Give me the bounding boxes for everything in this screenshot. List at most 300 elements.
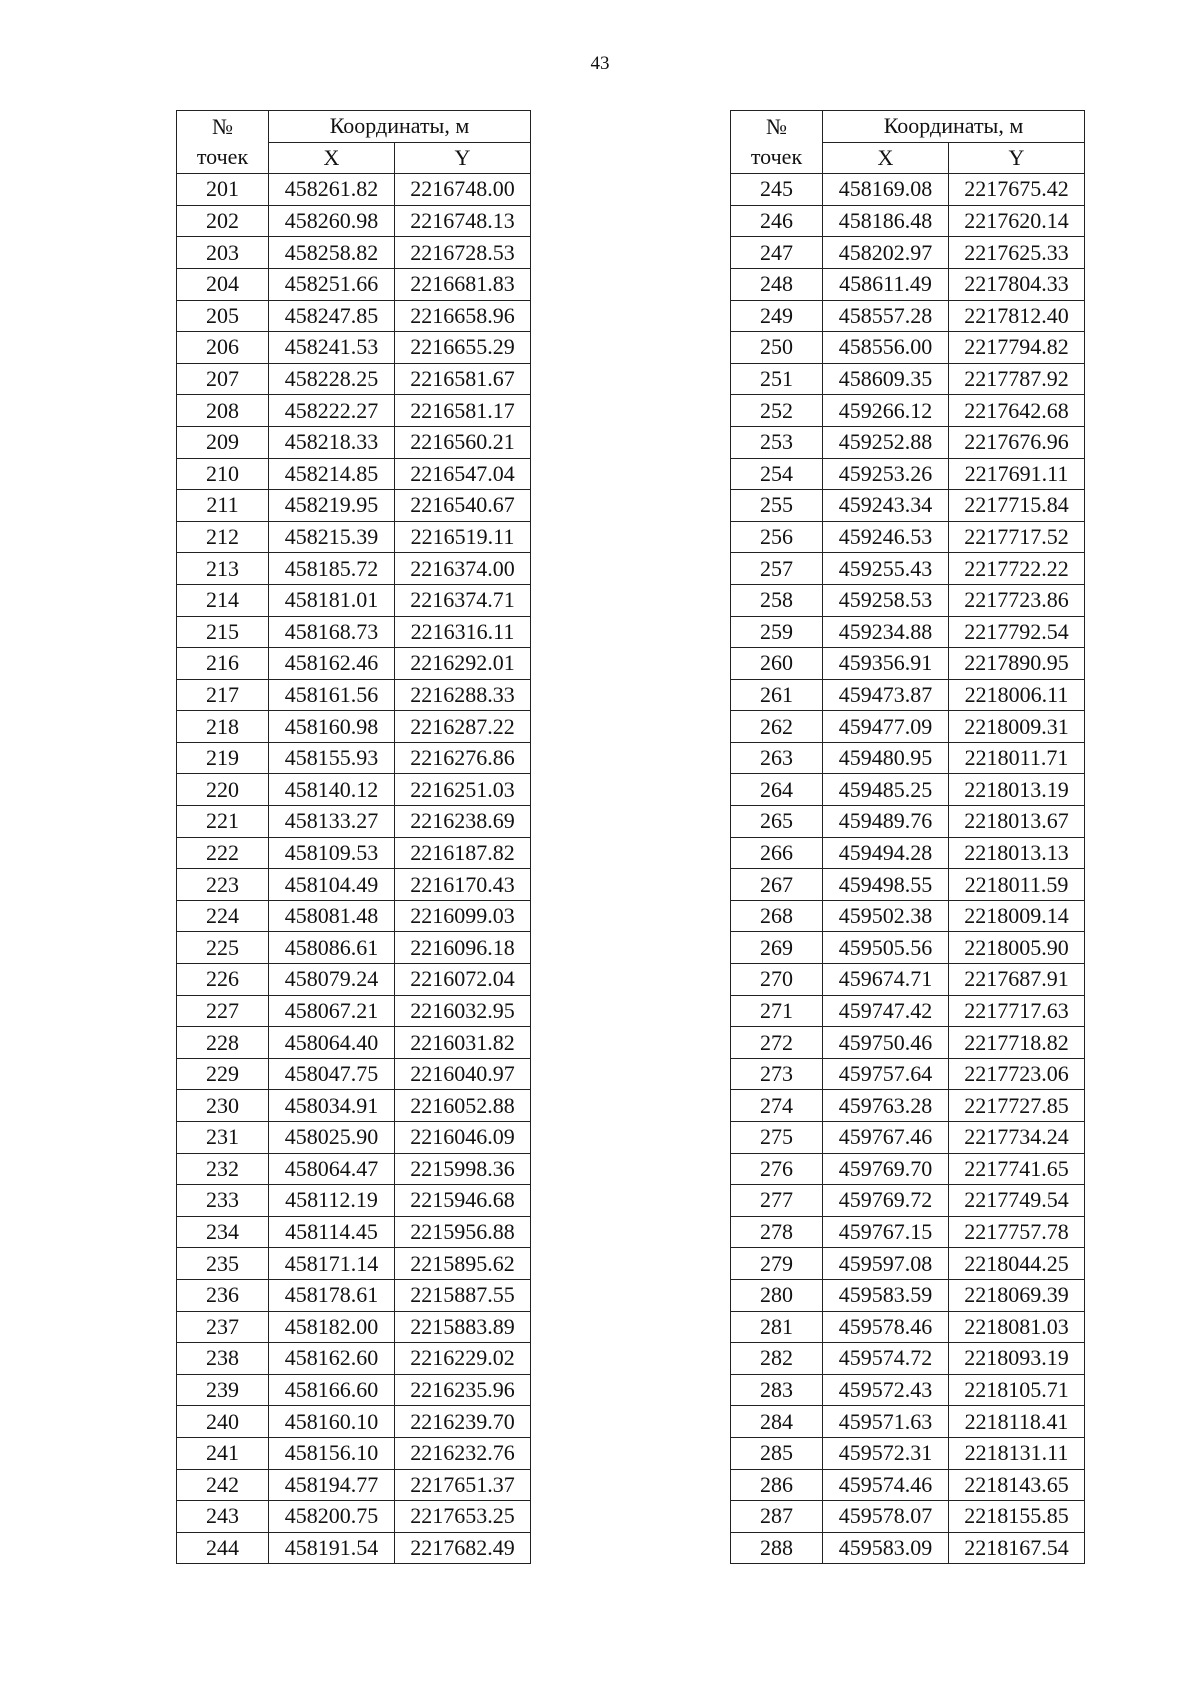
table-row: [731, 426, 1085, 458]
y-coordinate-cell: 2217691.11: [949, 458, 1085, 490]
y-coordinate-cell: 2216316.11: [395, 616, 531, 648]
table-row: [731, 332, 1085, 364]
point-number-cell: 205: [177, 300, 269, 332]
x-coordinate-cell: 458202.97: [823, 237, 949, 269]
table-row: [177, 1027, 531, 1059]
x-coordinate-cell: 458611.49: [823, 268, 949, 300]
y-coordinate-cell: 2216658.96: [395, 300, 531, 332]
table-body: [731, 174, 1085, 1564]
y-coordinate-cell: 2216288.33: [395, 679, 531, 711]
point-number-cell: 233: [177, 1185, 269, 1217]
y-coordinate-cell: 2216581.67: [395, 363, 531, 395]
y-coordinate-cell: 2217682.49: [395, 1532, 531, 1564]
table-row: [731, 679, 1085, 711]
table-row: [177, 932, 531, 964]
table-row: [731, 932, 1085, 964]
point-number-cell: 249: [731, 300, 823, 332]
y-coordinate-cell: 2216046.09: [395, 1122, 531, 1154]
point-number-cell: 246: [731, 205, 823, 237]
y-coordinate-cell: 2217717.63: [949, 995, 1085, 1027]
x-coordinate-cell: 458109.53: [269, 837, 395, 869]
x-coordinate-cell: 459750.46: [823, 1027, 949, 1059]
point-number-cell: 252: [731, 395, 823, 427]
point-number-cell: 271: [731, 995, 823, 1027]
y-coordinate-cell: 2218006.11: [949, 679, 1085, 711]
points-label: точек: [196, 144, 249, 170]
point-number-cell: 236: [177, 1279, 269, 1311]
y-coordinate-cell: 2216235.96: [395, 1374, 531, 1406]
table-row: [731, 774, 1085, 806]
x-column-header: X: [269, 142, 395, 174]
x-coordinate-cell: 459674.71: [823, 964, 949, 996]
x-coordinate-cell: 458047.75: [269, 1058, 395, 1090]
y-coordinate-cell: 2216540.67: [395, 490, 531, 522]
y-coordinate-cell: 2217741.65: [949, 1153, 1085, 1185]
point-number-cell: 266: [731, 837, 823, 869]
y-coordinate-cell: 2218143.65: [949, 1469, 1085, 1501]
y-coordinate-cell: 2216072.04: [395, 964, 531, 996]
x-coordinate-cell: 458247.85: [269, 300, 395, 332]
point-number-cell: 242: [177, 1469, 269, 1501]
point-number-cell: 254: [731, 458, 823, 490]
y-coordinate-cell: 2217794.82: [949, 332, 1085, 364]
point-number-cell: 223: [177, 869, 269, 901]
x-coordinate-cell: 458156.10: [269, 1437, 395, 1469]
table-row: [177, 1279, 531, 1311]
x-coordinate-cell: 459767.46: [823, 1122, 949, 1154]
y-coordinate-cell: 2216728.53: [395, 237, 531, 269]
table-row: [177, 806, 531, 838]
table-row: [177, 1248, 531, 1280]
point-number-cell: 216: [177, 648, 269, 680]
table-row: [177, 237, 531, 269]
y-coordinate-cell: 2215946.68: [395, 1185, 531, 1217]
table-row: [731, 584, 1085, 616]
y-coordinate-cell: 2217653.25: [395, 1501, 531, 1533]
table-row: [731, 616, 1085, 648]
table-row: [177, 1122, 531, 1154]
table-row: [177, 521, 531, 553]
y-coordinate-cell: 2216374.71: [395, 584, 531, 616]
table-row: [731, 521, 1085, 553]
x-column-header: X: [823, 142, 949, 174]
x-coordinate-cell: 459505.56: [823, 932, 949, 964]
table-row: [177, 711, 531, 743]
x-coordinate-cell: 458228.25: [269, 363, 395, 395]
point-number-cell: 278: [731, 1216, 823, 1248]
x-coordinate-cell: 458104.49: [269, 869, 395, 901]
point-number-cell: 213: [177, 553, 269, 585]
table-row: [731, 1374, 1085, 1406]
point-number-cell: 201: [177, 174, 269, 206]
x-coordinate-cell: 458160.98: [269, 711, 395, 743]
x-coordinate-cell: 458155.93: [269, 742, 395, 774]
table-row: [177, 995, 531, 1027]
point-number-cell: 217: [177, 679, 269, 711]
y-coordinate-cell: 2218118.41: [949, 1406, 1085, 1438]
y-coordinate-cell: 2217718.82: [949, 1027, 1085, 1059]
point-number-cell: 203: [177, 237, 269, 269]
point-number-cell: 230: [177, 1090, 269, 1122]
x-coordinate-cell: 458064.40: [269, 1027, 395, 1059]
point-number-cell: 286: [731, 1469, 823, 1501]
x-coordinate-cell: 458214.85: [269, 458, 395, 490]
point-number-cell: 234: [177, 1216, 269, 1248]
table-row: [177, 1437, 531, 1469]
table-row: [177, 964, 531, 996]
y-coordinate-cell: 2217734.24: [949, 1122, 1085, 1154]
point-number-cell: 240: [177, 1406, 269, 1438]
x-coordinate-cell: 458079.24: [269, 964, 395, 996]
y-coordinate-cell: 2216170.43: [395, 869, 531, 901]
y-coordinate-cell: 2218013.13: [949, 837, 1085, 869]
table-row: [177, 1374, 531, 1406]
y-coordinate-cell: 2218011.71: [949, 742, 1085, 774]
table-row: [177, 616, 531, 648]
table-row: [177, 1216, 531, 1248]
y-coordinate-cell: 2218044.25: [949, 1248, 1085, 1280]
x-coordinate-cell: 458162.60: [269, 1343, 395, 1375]
table-row: [177, 1532, 531, 1564]
number-sign: №: [766, 114, 787, 140]
x-coordinate-cell: 459574.46: [823, 1469, 949, 1501]
x-coordinate-cell: 458034.91: [269, 1090, 395, 1122]
x-coordinate-cell: 458218.33: [269, 426, 395, 458]
y-coordinate-cell: 2216099.03: [395, 900, 531, 932]
y-coordinate-cell: 2216748.13: [395, 205, 531, 237]
y-coordinate-cell: 2216251.03: [395, 774, 531, 806]
x-coordinate-cell: 459253.26: [823, 458, 949, 490]
point-number-cell: 253: [731, 426, 823, 458]
y-coordinate-cell: 2216229.02: [395, 1343, 531, 1375]
y-coordinate-cell: 2218009.14: [949, 900, 1085, 932]
table-row: [731, 869, 1085, 901]
y-coordinate-cell: 2217723.06: [949, 1058, 1085, 1090]
point-number-cell: 268: [731, 900, 823, 932]
x-coordinate-cell: 458160.10: [269, 1406, 395, 1438]
table-row: [177, 1090, 531, 1122]
x-coordinate-cell: 458215.39: [269, 521, 395, 553]
table-row: [731, 268, 1085, 300]
x-coordinate-cell: 458186.48: [823, 205, 949, 237]
coordinates-table-left: [176, 110, 531, 1564]
point-number-cell: 247: [731, 237, 823, 269]
table-row: [731, 395, 1085, 427]
point-number-cell: 228: [177, 1027, 269, 1059]
x-coordinate-cell: 458191.54: [269, 1532, 395, 1564]
table-row: [177, 1406, 531, 1438]
x-coordinate-cell: 458258.82: [269, 237, 395, 269]
table-row: [731, 237, 1085, 269]
x-coordinate-cell: 459597.08: [823, 1248, 949, 1280]
y-coordinate-cell: 2216748.00: [395, 174, 531, 206]
x-coordinate-cell: 458166.60: [269, 1374, 395, 1406]
table-row: [177, 679, 531, 711]
point-number-cell: 287: [731, 1501, 823, 1533]
point-number-cell: 207: [177, 363, 269, 395]
y-coordinate-cell: 2217675.42: [949, 174, 1085, 206]
y-coordinate-cell: 2218093.19: [949, 1343, 1085, 1375]
x-coordinate-cell: 458067.21: [269, 995, 395, 1027]
table-row: [177, 205, 531, 237]
y-coordinate-cell: 2217620.14: [949, 205, 1085, 237]
table-row: [731, 1090, 1085, 1122]
point-number-cell: 269: [731, 932, 823, 964]
x-coordinate-cell: 459747.42: [823, 995, 949, 1027]
y-coordinate-cell: 2217642.68: [949, 395, 1085, 427]
table-row: [177, 458, 531, 490]
table-row: [177, 1153, 531, 1185]
x-coordinate-cell: 458219.95: [269, 490, 395, 522]
point-number-cell: 245: [731, 174, 823, 206]
table-row: [731, 742, 1085, 774]
x-coordinate-cell: 459473.87: [823, 679, 949, 711]
table-row: [177, 1058, 531, 1090]
y-coordinate-cell: 2215956.88: [395, 1216, 531, 1248]
y-coordinate-cell: 2216238.69: [395, 806, 531, 838]
y-coordinate-cell: 2217723.86: [949, 584, 1085, 616]
x-coordinate-cell: 459243.34: [823, 490, 949, 522]
point-number-cell: 260: [731, 648, 823, 680]
point-number-cell: 265: [731, 806, 823, 838]
point-number-cell: 283: [731, 1374, 823, 1406]
coordinates-header: Координаты, м: [269, 111, 531, 143]
point-number-cell: 258: [731, 584, 823, 616]
point-number-cell: 251: [731, 363, 823, 395]
number-sign: №: [212, 114, 233, 140]
point-number-cell: 280: [731, 1279, 823, 1311]
point-number-cell: 261: [731, 679, 823, 711]
point-number-cell: 227: [177, 995, 269, 1027]
point-number-cell: 241: [177, 1437, 269, 1469]
table-row: [177, 742, 531, 774]
x-coordinate-cell: 459246.53: [823, 521, 949, 553]
y-coordinate-cell: 2217717.52: [949, 521, 1085, 553]
y-coordinate-cell: 2216374.00: [395, 553, 531, 585]
point-number-cell: 202: [177, 205, 269, 237]
table-row: [731, 648, 1085, 680]
y-coordinate-cell: 2217890.95: [949, 648, 1085, 680]
coordinates-table-right: [730, 110, 1085, 1564]
table-row: [731, 205, 1085, 237]
point-number-cell: 219: [177, 742, 269, 774]
table-row: [731, 1279, 1085, 1311]
y-coordinate-cell: 2218013.67: [949, 806, 1085, 838]
x-coordinate-cell: 458241.53: [269, 332, 395, 364]
point-number-cell: 263: [731, 742, 823, 774]
y-coordinate-cell: 2217625.33: [949, 237, 1085, 269]
y-coordinate-cell: 2216239.70: [395, 1406, 531, 1438]
table-row: [177, 774, 531, 806]
point-number-cell: 235: [177, 1248, 269, 1280]
point-number-cell: 273: [731, 1058, 823, 1090]
point-number-cell: 232: [177, 1153, 269, 1185]
x-coordinate-cell: 458222.27: [269, 395, 395, 427]
x-coordinate-cell: 459485.25: [823, 774, 949, 806]
y-coordinate-cell: 2218011.59: [949, 869, 1085, 901]
x-coordinate-cell: 459767.15: [823, 1216, 949, 1248]
x-coordinate-cell: 459498.55: [823, 869, 949, 901]
x-coordinate-cell: 459763.28: [823, 1090, 949, 1122]
table-row: [177, 900, 531, 932]
x-coordinate-cell: 458181.01: [269, 584, 395, 616]
y-coordinate-cell: 2215895.62: [395, 1248, 531, 1280]
table-row: [731, 300, 1085, 332]
table-row: [177, 869, 531, 901]
table-row: [731, 1311, 1085, 1343]
point-number-cell: 243: [177, 1501, 269, 1533]
table-row: [731, 1153, 1085, 1185]
x-coordinate-cell: 458162.46: [269, 648, 395, 680]
point-number-cell: 238: [177, 1343, 269, 1375]
point-number-cell: 214: [177, 584, 269, 616]
table-row: [177, 648, 531, 680]
point-number-cell: 221: [177, 806, 269, 838]
x-coordinate-cell: 458169.08: [823, 174, 949, 206]
y-coordinate-cell: 2216276.86: [395, 742, 531, 774]
table-row: [177, 1501, 531, 1533]
y-coordinate-cell: 2217651.37: [395, 1469, 531, 1501]
y-coordinate-cell: 2218105.71: [949, 1374, 1085, 1406]
table-row: [731, 1532, 1085, 1564]
x-coordinate-cell: 459494.28: [823, 837, 949, 869]
y-column-header: Y: [395, 142, 531, 174]
table-row: [177, 490, 531, 522]
x-coordinate-cell: 459480.95: [823, 742, 949, 774]
x-coordinate-cell: 459258.53: [823, 584, 949, 616]
table-row: [177, 332, 531, 364]
x-coordinate-cell: 458133.27: [269, 806, 395, 838]
x-coordinate-cell: 459572.31: [823, 1437, 949, 1469]
x-coordinate-cell: 458086.61: [269, 932, 395, 964]
table-row: [177, 1469, 531, 1501]
table-row: [731, 1027, 1085, 1059]
x-coordinate-cell: 458260.98: [269, 205, 395, 237]
point-number-cell: 239: [177, 1374, 269, 1406]
y-coordinate-cell: 2216031.82: [395, 1027, 531, 1059]
y-coordinate-cell: 2218069.39: [949, 1279, 1085, 1311]
point-number-header: [731, 111, 823, 174]
y-coordinate-cell: 2217676.96: [949, 426, 1085, 458]
point-number-cell: 277: [731, 1185, 823, 1217]
y-coordinate-cell: 2217727.85: [949, 1090, 1085, 1122]
table-body: [177, 174, 531, 1564]
y-coordinate-cell: 2217792.54: [949, 616, 1085, 648]
y-column-header: Y: [949, 142, 1085, 174]
table-row: [731, 1058, 1085, 1090]
y-coordinate-cell: 2216287.22: [395, 711, 531, 743]
coordinates-header: Координаты, м: [823, 111, 1085, 143]
x-coordinate-cell: 459757.64: [823, 1058, 949, 1090]
y-coordinate-cell: 2218081.03: [949, 1311, 1085, 1343]
y-coordinate-cell: 2218013.19: [949, 774, 1085, 806]
point-number-cell: 274: [731, 1090, 823, 1122]
x-coordinate-cell: 459234.88: [823, 616, 949, 648]
table-row: [731, 490, 1085, 522]
page-number: 43: [590, 53, 610, 74]
table-row: [731, 964, 1085, 996]
x-coordinate-cell: 459572.43: [823, 1374, 949, 1406]
x-coordinate-cell: 459583.09: [823, 1532, 949, 1564]
y-coordinate-cell: 2217812.40: [949, 300, 1085, 332]
table-row: [731, 458, 1085, 490]
point-number-cell: 229: [177, 1058, 269, 1090]
point-number-cell: 276: [731, 1153, 823, 1185]
table-row: [731, 1122, 1085, 1154]
table-row: [177, 268, 531, 300]
table-row: [731, 1248, 1085, 1280]
table-row: [177, 1311, 531, 1343]
x-coordinate-cell: 458251.66: [269, 268, 395, 300]
x-coordinate-cell: 458194.77: [269, 1469, 395, 1501]
table-row: [177, 363, 531, 395]
point-number-cell: 279: [731, 1248, 823, 1280]
x-coordinate-cell: 459574.72: [823, 1343, 949, 1375]
table-row: [731, 553, 1085, 585]
table-header: [177, 111, 531, 174]
y-coordinate-cell: 2215998.36: [395, 1153, 531, 1185]
point-number-cell: 272: [731, 1027, 823, 1059]
point-number-cell: 284: [731, 1406, 823, 1438]
point-number-cell: 267: [731, 869, 823, 901]
y-coordinate-cell: 2218005.90: [949, 932, 1085, 964]
x-coordinate-cell: 459477.09: [823, 711, 949, 743]
y-coordinate-cell: 2218167.54: [949, 1532, 1085, 1564]
table-row: [177, 837, 531, 869]
y-coordinate-cell: 2216547.04: [395, 458, 531, 490]
y-coordinate-cell: 2217715.84: [949, 490, 1085, 522]
y-coordinate-cell: 2218155.85: [949, 1501, 1085, 1533]
x-coordinate-cell: 459578.46: [823, 1311, 949, 1343]
point-number-cell: 282: [731, 1343, 823, 1375]
point-number-cell: 244: [177, 1532, 269, 1564]
table-row: [731, 1469, 1085, 1501]
x-coordinate-cell: 459571.63: [823, 1406, 949, 1438]
point-number-header: [177, 111, 269, 174]
point-number-cell: 218: [177, 711, 269, 743]
point-number-cell: 204: [177, 268, 269, 300]
table-row: [731, 837, 1085, 869]
x-coordinate-cell: 458185.72: [269, 553, 395, 585]
table-row: [731, 806, 1085, 838]
y-coordinate-cell: 2216040.97: [395, 1058, 531, 1090]
x-coordinate-cell: 459266.12: [823, 395, 949, 427]
point-number-cell: 215: [177, 616, 269, 648]
x-coordinate-cell: 459502.38: [823, 900, 949, 932]
x-coordinate-cell: 459356.91: [823, 648, 949, 680]
point-number-cell: 262: [731, 711, 823, 743]
x-coordinate-cell: 458140.12: [269, 774, 395, 806]
x-coordinate-cell: 458064.47: [269, 1153, 395, 1185]
y-coordinate-cell: 2216681.83: [395, 268, 531, 300]
table-row: [731, 1501, 1085, 1533]
x-coordinate-cell: 459489.76: [823, 806, 949, 838]
table-row: [177, 300, 531, 332]
point-number-cell: 209: [177, 426, 269, 458]
point-number-cell: 222: [177, 837, 269, 869]
x-coordinate-cell: 458182.00: [269, 1311, 395, 1343]
x-coordinate-cell: 458178.61: [269, 1279, 395, 1311]
point-number-cell: 210: [177, 458, 269, 490]
x-coordinate-cell: 459252.88: [823, 426, 949, 458]
points-label: точек: [750, 144, 803, 170]
table-row: [177, 395, 531, 427]
table-row: [731, 1216, 1085, 1248]
table-row: [731, 1406, 1085, 1438]
table-row: [177, 426, 531, 458]
table-row: [731, 1185, 1085, 1217]
y-coordinate-cell: 2216187.82: [395, 837, 531, 869]
